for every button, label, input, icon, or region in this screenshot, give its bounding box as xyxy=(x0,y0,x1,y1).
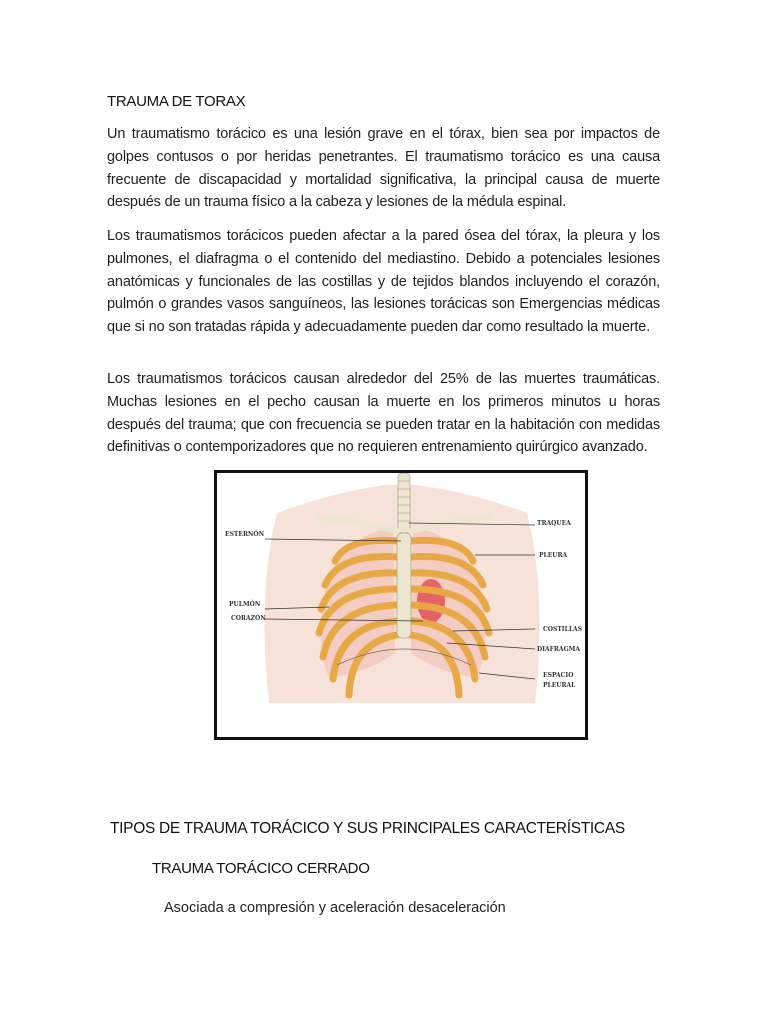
label-diafragma: DIAFRAGMA xyxy=(537,646,580,653)
subsection-heading: TRAUMA TORÁCICO CERRADO xyxy=(152,860,370,877)
label-esternon: ESTERNÓN xyxy=(225,531,265,538)
sternum xyxy=(397,533,411,638)
label-traquea: TRAQUEA xyxy=(537,520,571,527)
document-title: TRAUMA DE TORAX xyxy=(107,93,246,110)
paragraph-3: Los traumatismos torácicos causan alrededor del 25% de las muertes traumáticas. Muchas lesiones en el pecho causan la muerte en los primeros minutos u horas después del trauma; que con frecuencia se pueden tratar en la habitación con medidas definitivas o contemporizadores que no requieren entrenamiento quirúrgico avanzado. xyxy=(107,371,660,456)
label-espacio: ESPACIO xyxy=(543,672,574,679)
trachea xyxy=(398,473,410,533)
section-heading: TIPOS DE TRAUMA TORÁCICO Y SUS PRINCIPALES CARACTERÍSTICAS xyxy=(110,820,625,837)
label-pulmon: PULMÓN xyxy=(229,601,261,608)
label-pleural: PLEURAL xyxy=(543,682,576,689)
thorax-illustration xyxy=(217,473,585,737)
paragraph-1: Un traumatismo torácico es una lesión grave en el tórax, bien sea por impactos de golpes contusos o por heridas penetrantes. El traumatismo torácico es una causa frecuente de discapacidad y mortalidad significativa, la principal causa de muerte después de un trauma físico a la cabeza y lesiones de la médula espinal. xyxy=(107,126,660,211)
label-costillas: COSTILLAS xyxy=(543,626,583,633)
label-corazon: CORAZÓN xyxy=(231,615,266,622)
subsection-text: Asociada a compresión y aceleración desaceleración xyxy=(164,900,506,916)
label-pleura: PLEURA xyxy=(539,552,568,559)
heart xyxy=(417,579,445,623)
paragraph-2: Los traumatismos torácicos pueden afectar a la pared ósea del tórax, la pleura y los pulmones, el diafragma o el contenido del mediastino. Debido a potenciales lesiones anatómicas y funcionales de las costillas y de tejidos blandos incluyendo el corazón, pulmón o grandes vasos sanguíneos, las lesiones torácicas son Emergencias médicas que si no son tratadas rápida y adecuadamente pueden dar como resultado la muerte. xyxy=(107,228,660,336)
thorax-anatomy-figure xyxy=(214,470,588,740)
